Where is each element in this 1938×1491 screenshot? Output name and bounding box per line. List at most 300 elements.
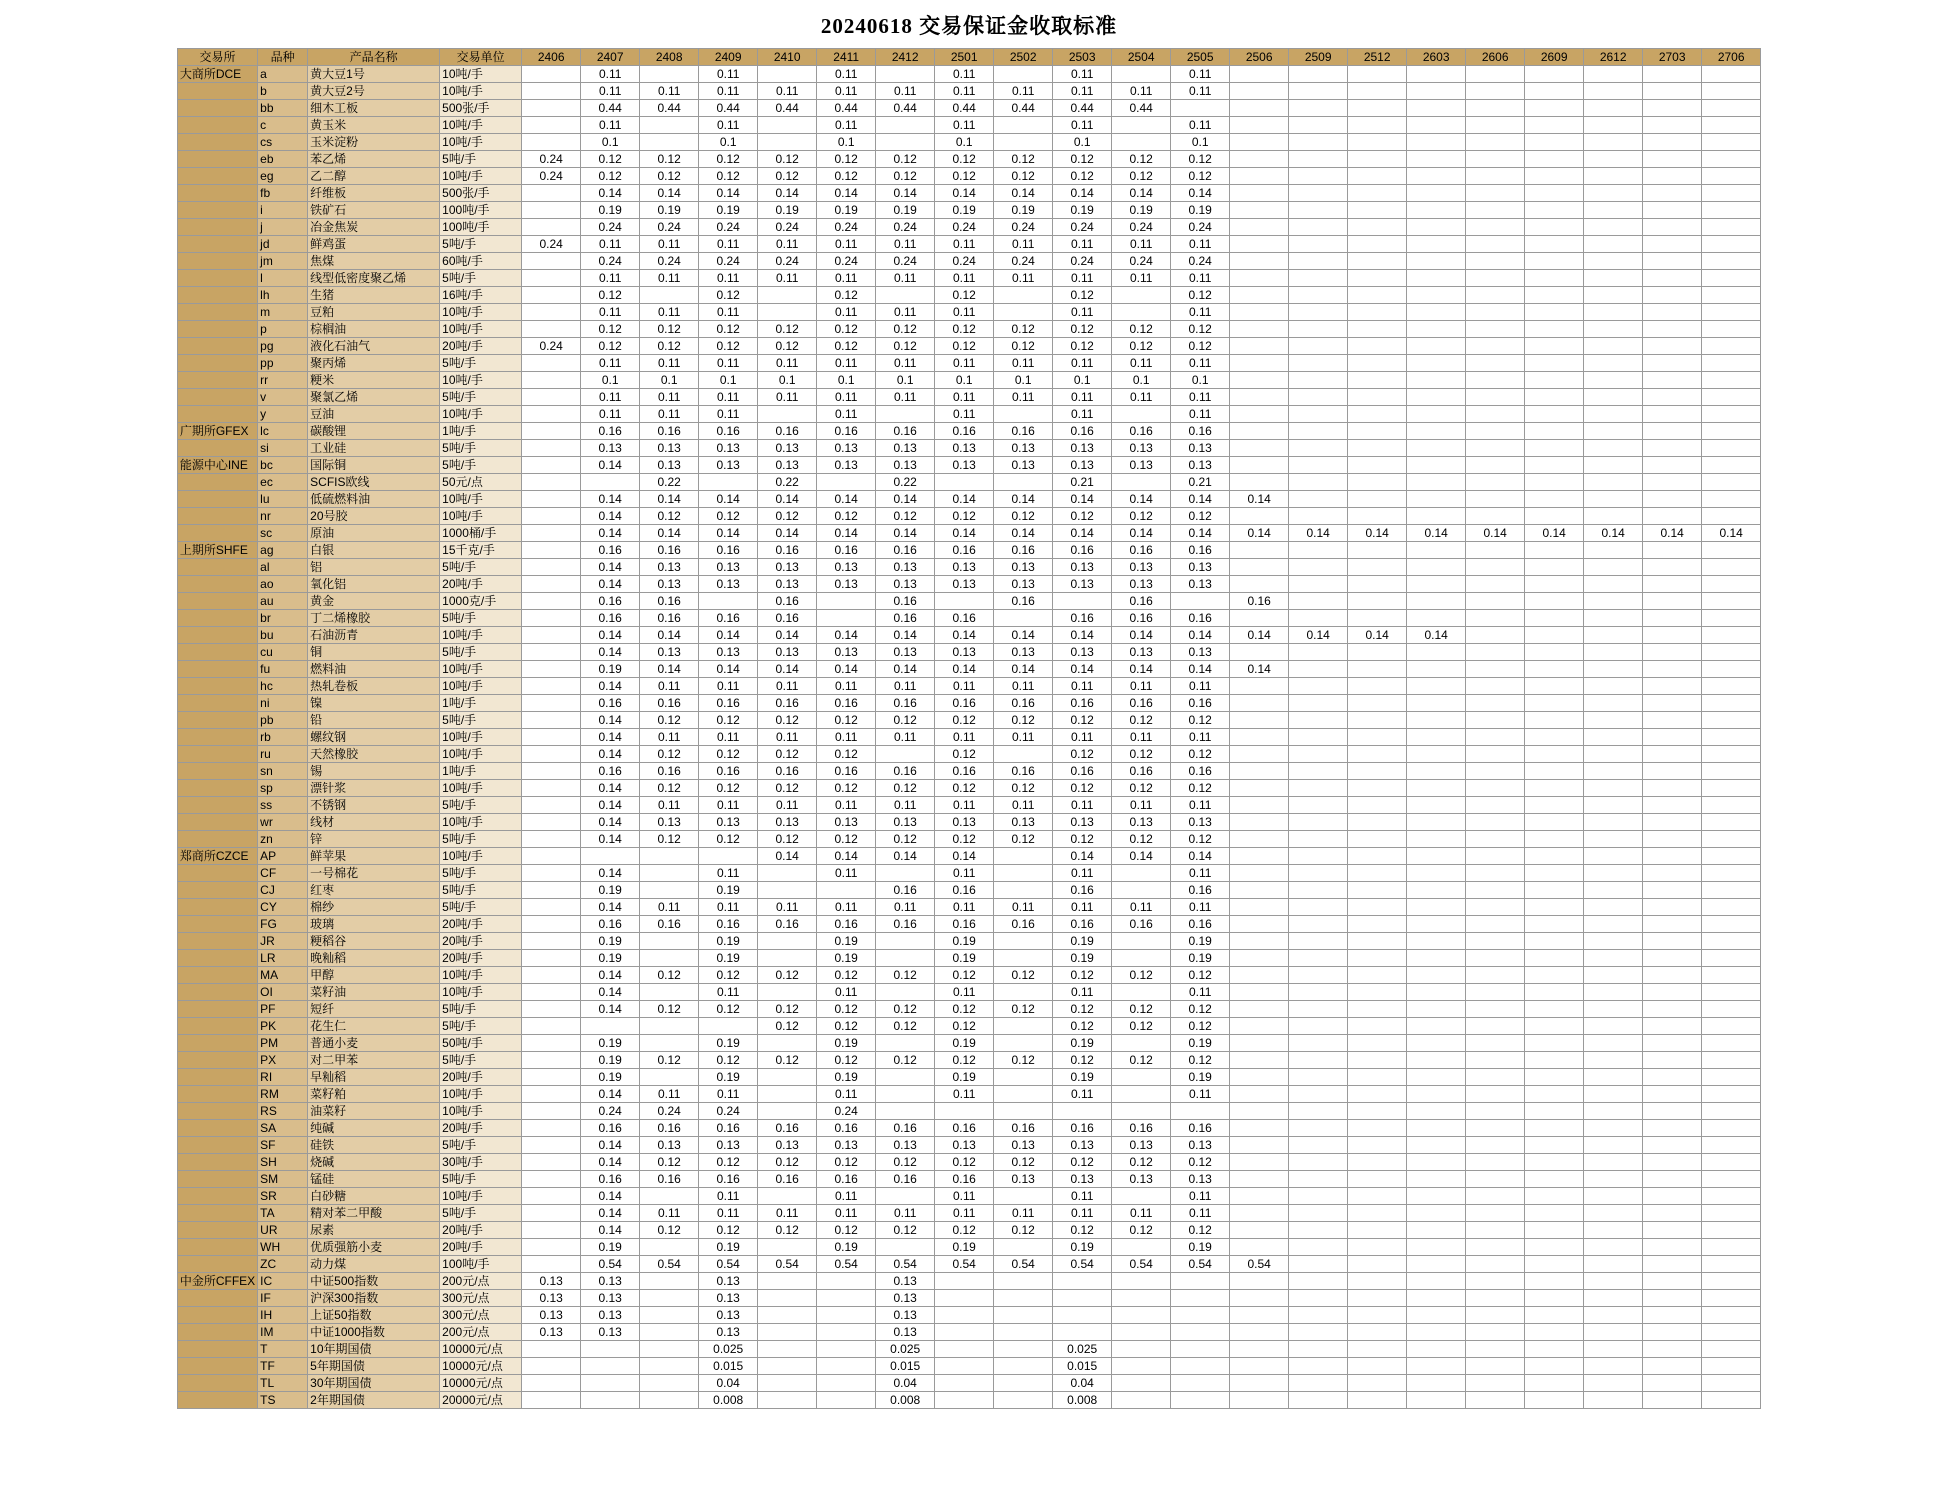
margin-cell bbox=[1702, 916, 1761, 933]
product-name-cell: 聚丙烯 bbox=[308, 355, 440, 372]
margin-cell: 0.11 bbox=[876, 729, 935, 746]
margin-cell: 0.54 bbox=[994, 1256, 1053, 1273]
margin-cell: 0.13 bbox=[935, 644, 994, 661]
margin-cell bbox=[1348, 440, 1407, 457]
margin-cell: 0.11 bbox=[935, 270, 994, 287]
product-code-cell: al bbox=[258, 559, 308, 576]
product-name-cell: 镍 bbox=[308, 695, 440, 712]
margin-cell: 0.44 bbox=[876, 100, 935, 117]
margin-cell bbox=[817, 1324, 876, 1341]
margin-cell bbox=[1230, 270, 1289, 287]
margin-cell: 0.16 bbox=[758, 1120, 817, 1137]
margin-cell: 0.13 bbox=[640, 559, 699, 576]
margin-cell bbox=[1348, 66, 1407, 83]
margin-cell: 0.12 bbox=[1112, 780, 1171, 797]
margin-cell: 0.14 bbox=[758, 491, 817, 508]
margin-cell: 0.14 bbox=[935, 525, 994, 542]
margin-cell bbox=[1525, 185, 1584, 202]
margin-cell: 0.13 bbox=[994, 559, 1053, 576]
margin-cell: 0.1 bbox=[699, 372, 758, 389]
margin-cell: 0.11 bbox=[699, 899, 758, 916]
margin-cell bbox=[522, 644, 581, 661]
margin-cell bbox=[1702, 950, 1761, 967]
margin-cell bbox=[1584, 1018, 1643, 1035]
margin-cell bbox=[522, 134, 581, 151]
margin-cell bbox=[1289, 406, 1348, 423]
margin-cell bbox=[1525, 729, 1584, 746]
trading-unit-cell: 5吨/手 bbox=[440, 1001, 522, 1018]
margin-cell: 0.19 bbox=[1171, 950, 1230, 967]
product-name-cell: 2年期国债 bbox=[308, 1392, 440, 1409]
exchange-cell bbox=[177, 389, 257, 406]
margin-cell bbox=[1584, 236, 1643, 253]
margin-cell bbox=[1407, 457, 1466, 474]
margin-cell: 0.12 bbox=[581, 151, 640, 168]
margin-cell bbox=[1230, 950, 1289, 967]
margin-cell: 0.13 bbox=[1171, 1137, 1230, 1154]
margin-cell: 0.11 bbox=[1053, 899, 1112, 916]
margin-cell: 0.12 bbox=[1053, 831, 1112, 848]
margin-cell: 0.14 bbox=[640, 525, 699, 542]
margin-cell: 0.54 bbox=[758, 1256, 817, 1273]
margin-cell bbox=[1289, 1001, 1348, 1018]
table-row bbox=[177, 1188, 1760, 1205]
margin-cell: 0.12 bbox=[640, 508, 699, 525]
exchange-cell: 郑商所CZCE bbox=[177, 848, 257, 865]
margin-cell bbox=[758, 1341, 817, 1358]
margin-cell bbox=[1702, 559, 1761, 576]
margin-cell bbox=[1289, 950, 1348, 967]
margin-cell bbox=[1643, 321, 1702, 338]
margin-cell bbox=[522, 559, 581, 576]
margin-cell: 0.19 bbox=[699, 950, 758, 967]
product-code-cell: SR bbox=[258, 1188, 308, 1205]
margin-cell: 0.54 bbox=[876, 1256, 935, 1273]
margin-cell bbox=[1643, 1273, 1702, 1290]
margin-cell bbox=[1584, 219, 1643, 236]
margin-cell: 0.12 bbox=[994, 508, 1053, 525]
trading-unit-cell: 1吨/手 bbox=[440, 763, 522, 780]
margin-cell bbox=[1702, 1392, 1761, 1409]
trading-unit-cell: 20吨/手 bbox=[440, 1222, 522, 1239]
exchange-cell bbox=[177, 372, 257, 389]
margin-cell bbox=[1584, 1324, 1643, 1341]
margin-cell bbox=[1348, 814, 1407, 831]
margin-cell: 0.04 bbox=[1053, 1375, 1112, 1392]
margin-cell: 0.24 bbox=[1053, 253, 1112, 270]
margin-cell bbox=[1112, 882, 1171, 899]
margin-cell bbox=[1289, 1035, 1348, 1052]
margin-cell bbox=[522, 457, 581, 474]
margin-cell: 0.1 bbox=[1053, 372, 1112, 389]
margin-cell: 0.12 bbox=[817, 1154, 876, 1171]
margin-cell bbox=[522, 1222, 581, 1239]
margin-cell: 0.12 bbox=[1112, 1018, 1171, 1035]
margin-cell bbox=[1407, 202, 1466, 219]
margin-cell bbox=[522, 117, 581, 134]
margin-cell: 0.14 bbox=[935, 185, 994, 202]
margin-cell: 0.19 bbox=[935, 950, 994, 967]
product-code-cell: SM bbox=[258, 1171, 308, 1188]
margin-cell bbox=[1289, 559, 1348, 576]
trading-unit-cell: 1000克/手 bbox=[440, 593, 522, 610]
margin-cell bbox=[876, 933, 935, 950]
margin-cell bbox=[1230, 338, 1289, 355]
margin-cell: 0.11 bbox=[758, 270, 817, 287]
margin-cell bbox=[640, 1273, 699, 1290]
product-code-cell: y bbox=[258, 406, 308, 423]
trading-unit-cell: 5吨/手 bbox=[440, 865, 522, 882]
margin-cell bbox=[1584, 185, 1643, 202]
margin-cell: 0.24 bbox=[994, 219, 1053, 236]
margin-cell bbox=[1702, 899, 1761, 916]
product-name-cell: 螺纹钢 bbox=[308, 729, 440, 746]
margin-cell bbox=[1112, 1290, 1171, 1307]
margin-cell bbox=[1289, 1137, 1348, 1154]
margin-cell bbox=[817, 1375, 876, 1392]
margin-cell bbox=[994, 746, 1053, 763]
margin-cell: 0.16 bbox=[758, 763, 817, 780]
product-name-cell: 沪深300指数 bbox=[308, 1290, 440, 1307]
margin-cell bbox=[1584, 1069, 1643, 1086]
margin-cell bbox=[994, 933, 1053, 950]
margin-cell: 0.54 bbox=[699, 1256, 758, 1273]
margin-cell bbox=[1584, 916, 1643, 933]
margin-cell bbox=[1643, 831, 1702, 848]
trading-unit-cell: 20吨/手 bbox=[440, 916, 522, 933]
margin-cell bbox=[1584, 831, 1643, 848]
margin-cell: 0.14 bbox=[1643, 525, 1702, 542]
margin-cell: 0.19 bbox=[1171, 1239, 1230, 1256]
margin-cell bbox=[1643, 1239, 1702, 1256]
margin-cell: 0.11 bbox=[640, 729, 699, 746]
table-row bbox=[177, 236, 1760, 253]
margin-cell bbox=[876, 950, 935, 967]
margin-cell: 0.12 bbox=[817, 1052, 876, 1069]
margin-cell bbox=[1643, 967, 1702, 984]
margin-cell: 0.13 bbox=[699, 576, 758, 593]
trading-unit-cell: 15千克/手 bbox=[440, 542, 522, 559]
margin-cell: 0.1 bbox=[758, 372, 817, 389]
margin-cell bbox=[1643, 950, 1702, 967]
margin-cell bbox=[1171, 1307, 1230, 1324]
trading-unit-cell: 5吨/手 bbox=[440, 1205, 522, 1222]
trading-unit-cell: 10吨/手 bbox=[440, 321, 522, 338]
margin-cell bbox=[1230, 219, 1289, 236]
margin-cell bbox=[1348, 1392, 1407, 1409]
margin-cell bbox=[1289, 1273, 1348, 1290]
table-row bbox=[177, 474, 1760, 491]
product-code-cell: JR bbox=[258, 933, 308, 950]
margin-cell bbox=[1348, 100, 1407, 117]
margin-cell bbox=[1525, 474, 1584, 491]
margin-cell: 0.12 bbox=[876, 712, 935, 729]
margin-cell bbox=[1466, 168, 1525, 185]
margin-cell bbox=[1525, 1001, 1584, 1018]
trading-unit-cell: 10吨/手 bbox=[440, 661, 522, 678]
margin-cell: 0.12 bbox=[876, 1052, 935, 1069]
margin-cell: 0.12 bbox=[1053, 287, 1112, 304]
margin-cell bbox=[640, 1069, 699, 1086]
table-row bbox=[177, 848, 1760, 865]
margin-cell bbox=[817, 610, 876, 627]
margin-cell bbox=[1348, 712, 1407, 729]
margin-cell: 0.11 bbox=[1171, 83, 1230, 100]
product-name-cell: 热轧卷板 bbox=[308, 678, 440, 695]
margin-cell: 0.16 bbox=[935, 542, 994, 559]
margin-cell bbox=[1230, 933, 1289, 950]
margin-cell: 0.13 bbox=[876, 814, 935, 831]
margin-cell bbox=[1643, 882, 1702, 899]
margin-cell bbox=[699, 848, 758, 865]
margin-cell bbox=[640, 950, 699, 967]
margin-cell: 0.12 bbox=[817, 151, 876, 168]
margin-cell bbox=[1407, 491, 1466, 508]
margin-cell: 0.008 bbox=[1053, 1392, 1112, 1409]
margin-cell bbox=[1348, 168, 1407, 185]
table-row bbox=[177, 1103, 1760, 1120]
margin-cell bbox=[1230, 1290, 1289, 1307]
margin-cell bbox=[994, 865, 1053, 882]
margin-cell bbox=[1289, 168, 1348, 185]
margin-cell bbox=[1584, 440, 1643, 457]
exchange-cell bbox=[177, 1290, 257, 1307]
product-name-cell: 苯乙烯 bbox=[308, 151, 440, 168]
trading-unit-cell: 10吨/手 bbox=[440, 66, 522, 83]
margin-cell bbox=[640, 1239, 699, 1256]
margin-cell: 0.13 bbox=[699, 440, 758, 457]
margin-cell bbox=[876, 66, 935, 83]
margin-cell bbox=[1230, 1392, 1289, 1409]
exchange-cell bbox=[177, 1324, 257, 1341]
margin-cell bbox=[1643, 780, 1702, 797]
product-name-cell: 黄大豆1号 bbox=[308, 66, 440, 83]
margin-cell: 0.11 bbox=[581, 406, 640, 423]
margin-cell bbox=[1643, 1001, 1702, 1018]
margin-cell bbox=[1643, 661, 1702, 678]
margin-cell: 0.11 bbox=[1171, 678, 1230, 695]
margin-cell bbox=[1407, 593, 1466, 610]
margin-cell bbox=[1112, 1188, 1171, 1205]
margin-cell: 0.025 bbox=[699, 1341, 758, 1358]
product-code-cell: RI bbox=[258, 1069, 308, 1086]
margin-cell bbox=[1407, 1171, 1466, 1188]
margin-cell bbox=[1112, 1392, 1171, 1409]
margin-cell bbox=[1702, 712, 1761, 729]
margin-cell: 0.13 bbox=[758, 1137, 817, 1154]
margin-cell bbox=[1230, 678, 1289, 695]
margin-cell bbox=[1702, 66, 1761, 83]
margin-cell bbox=[1643, 1103, 1702, 1120]
margin-cell bbox=[1407, 559, 1466, 576]
exchange-cell bbox=[177, 831, 257, 848]
margin-cell: 0.13 bbox=[994, 814, 1053, 831]
margin-cell bbox=[1289, 1324, 1348, 1341]
margin-cell bbox=[1525, 1392, 1584, 1409]
margin-cell: 0.12 bbox=[817, 967, 876, 984]
margin-cell bbox=[1348, 1018, 1407, 1035]
margin-cell: 0.16 bbox=[1112, 610, 1171, 627]
margin-cell bbox=[1702, 1103, 1761, 1120]
margin-cell bbox=[1407, 1273, 1466, 1290]
margin-cell bbox=[1643, 151, 1702, 168]
exchange-cell bbox=[177, 270, 257, 287]
margin-cell bbox=[1643, 406, 1702, 423]
product-code-cell: br bbox=[258, 610, 308, 627]
margin-cell: 0.16 bbox=[1112, 916, 1171, 933]
margin-cell bbox=[1230, 185, 1289, 202]
margin-cell: 0.19 bbox=[699, 1035, 758, 1052]
margin-cell: 0.12 bbox=[758, 1222, 817, 1239]
margin-cell bbox=[1171, 100, 1230, 117]
margin-cell: 0.12 bbox=[1171, 151, 1230, 168]
margin-cell bbox=[522, 763, 581, 780]
product-name-cell: 纤维板 bbox=[308, 185, 440, 202]
product-name-cell: 豆粕 bbox=[308, 304, 440, 321]
trading-unit-cell: 10吨/手 bbox=[440, 1188, 522, 1205]
margin-cell bbox=[1466, 372, 1525, 389]
margin-cell bbox=[1584, 1256, 1643, 1273]
margin-cell: 0.54 bbox=[1053, 1256, 1112, 1273]
table-row bbox=[177, 831, 1760, 848]
margin-cell: 0.11 bbox=[1053, 1086, 1112, 1103]
margin-cell bbox=[522, 1358, 581, 1375]
margin-cell bbox=[1230, 474, 1289, 491]
margin-cell: 0.16 bbox=[581, 1120, 640, 1137]
margin-cell: 0.16 bbox=[640, 1171, 699, 1188]
margin-cell bbox=[1702, 491, 1761, 508]
margin-cell bbox=[994, 1358, 1053, 1375]
product-code-cell: jm bbox=[258, 253, 308, 270]
margin-cell: 0.11 bbox=[640, 304, 699, 321]
margin-cell bbox=[994, 287, 1053, 304]
margin-cell bbox=[1525, 66, 1584, 83]
margin-cell: 0.11 bbox=[1171, 984, 1230, 1001]
margin-cell bbox=[1348, 304, 1407, 321]
trading-unit-cell: 100吨/手 bbox=[440, 202, 522, 219]
margin-cell: 0.19 bbox=[581, 1069, 640, 1086]
margin-cell: 0.14 bbox=[1053, 491, 1112, 508]
margin-cell: 0.21 bbox=[1171, 474, 1230, 491]
margin-cell bbox=[1289, 542, 1348, 559]
margin-cell bbox=[1643, 1290, 1702, 1307]
product-name-cell: 黄玉米 bbox=[308, 117, 440, 134]
margin-cell bbox=[1466, 100, 1525, 117]
margin-cell: 0.13 bbox=[522, 1324, 581, 1341]
margin-cell bbox=[1584, 559, 1643, 576]
margin-cell: 0.14 bbox=[699, 525, 758, 542]
margin-cell: 0.11 bbox=[581, 117, 640, 134]
margin-cell: 0.12 bbox=[876, 151, 935, 168]
margin-cell bbox=[1112, 1375, 1171, 1392]
margin-cell bbox=[522, 746, 581, 763]
margin-cell: 0.24 bbox=[699, 219, 758, 236]
margin-cell bbox=[1289, 984, 1348, 1001]
margin-cell bbox=[1230, 389, 1289, 406]
trading-unit-cell: 10吨/手 bbox=[440, 304, 522, 321]
margin-cell bbox=[1466, 644, 1525, 661]
margin-cell bbox=[1230, 712, 1289, 729]
product-name-cell: 鲜苹果 bbox=[308, 848, 440, 865]
margin-cell: 0.19 bbox=[876, 202, 935, 219]
margin-cell bbox=[1230, 814, 1289, 831]
product-code-cell: RS bbox=[258, 1103, 308, 1120]
margin-cell: 0.015 bbox=[699, 1358, 758, 1375]
margin-cell bbox=[1525, 304, 1584, 321]
margin-cell bbox=[1584, 406, 1643, 423]
margin-cell bbox=[1584, 967, 1643, 984]
margin-cell bbox=[1702, 168, 1761, 185]
margin-cell bbox=[994, 882, 1053, 899]
margin-cell: 0.12 bbox=[640, 967, 699, 984]
margin-cell bbox=[640, 1307, 699, 1324]
margin-cell: 0.11 bbox=[1171, 304, 1230, 321]
margin-cell: 0.16 bbox=[817, 542, 876, 559]
margin-cell bbox=[1584, 1375, 1643, 1392]
margin-cell bbox=[1289, 338, 1348, 355]
table-row bbox=[177, 661, 1760, 678]
margin-cell bbox=[1525, 1358, 1584, 1375]
product-code-cell: LR bbox=[258, 950, 308, 967]
margin-cell bbox=[1525, 661, 1584, 678]
margin-cell: 0.24 bbox=[817, 253, 876, 270]
margin-cell: 0.14 bbox=[1053, 627, 1112, 644]
margin-cell: 0.11 bbox=[640, 1086, 699, 1103]
margin-cell bbox=[1643, 83, 1702, 100]
margin-cell bbox=[1289, 865, 1348, 882]
margin-cell: 0.14 bbox=[1171, 661, 1230, 678]
margin-cell bbox=[1230, 865, 1289, 882]
margin-cell bbox=[1230, 1358, 1289, 1375]
margin-cell bbox=[994, 1392, 1053, 1409]
margin-cell: 0.19 bbox=[1112, 202, 1171, 219]
margin-cell: 0.12 bbox=[1171, 338, 1230, 355]
margin-cell bbox=[758, 66, 817, 83]
margin-cell bbox=[1702, 1205, 1761, 1222]
margin-cell: 0.11 bbox=[1171, 236, 1230, 253]
product-code-cell: MA bbox=[258, 967, 308, 984]
margin-cell: 0.11 bbox=[640, 270, 699, 287]
trading-unit-cell: 10吨/手 bbox=[440, 780, 522, 797]
margin-cell bbox=[522, 661, 581, 678]
margin-cell: 0.12 bbox=[699, 508, 758, 525]
margin-cell: 0.12 bbox=[1171, 1154, 1230, 1171]
margin-cell bbox=[1407, 1324, 1466, 1341]
margin-cell: 0.19 bbox=[817, 1239, 876, 1256]
margin-cell: 0.12 bbox=[1112, 168, 1171, 185]
margin-cell: 0.12 bbox=[876, 831, 935, 848]
margin-cell bbox=[522, 1103, 581, 1120]
margin-cell: 0.19 bbox=[699, 1239, 758, 1256]
margin-cell: 0.11 bbox=[581, 304, 640, 321]
margin-cell bbox=[1230, 1307, 1289, 1324]
margin-cell bbox=[1230, 899, 1289, 916]
margin-cell: 0.12 bbox=[640, 712, 699, 729]
margin-cell bbox=[1525, 542, 1584, 559]
margin-cell bbox=[1525, 831, 1584, 848]
margin-cell bbox=[1348, 1069, 1407, 1086]
trading-unit-cell: 10吨/手 bbox=[440, 134, 522, 151]
margin-cell bbox=[1230, 1001, 1289, 1018]
margin-cell: 0.16 bbox=[994, 593, 1053, 610]
margin-cell bbox=[1348, 185, 1407, 202]
margin-cell bbox=[1584, 66, 1643, 83]
margin-cell bbox=[1466, 746, 1525, 763]
margin-cell: 0.13 bbox=[640, 457, 699, 474]
margin-cell bbox=[522, 1018, 581, 1035]
margin-cell bbox=[640, 1392, 699, 1409]
margin-cell: 0.11 bbox=[1053, 304, 1112, 321]
